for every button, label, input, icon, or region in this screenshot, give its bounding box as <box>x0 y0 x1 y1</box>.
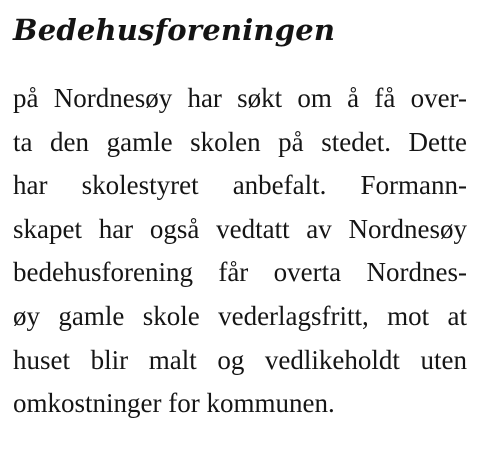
article-body <box>13 77 467 426</box>
body-line-4: skapet har også vedtatt av Nordnesøy <box>13 213 467 244</box>
body-line-7: huset blir malt og vedlikeholdt uten <box>13 344 467 375</box>
body-line-1: på Nordnesøy har søkt om å få over- <box>13 83 467 113</box>
body-line-5: bedehusforening får overta Nordnes- <box>13 257 467 288</box>
body-line-2: ta den gamle skolen på stedet. Dette <box>13 126 467 157</box>
body-line-6: øy gamle skole vederlagsfritt, mot at <box>13 300 467 331</box>
body-line-8: omkostninger for kommunen. <box>13 388 335 419</box>
article-heading: Bedehusforeningen <box>13 13 336 47</box>
body-line-3: har skolestyret anbefalt. Formann- <box>13 170 467 201</box>
